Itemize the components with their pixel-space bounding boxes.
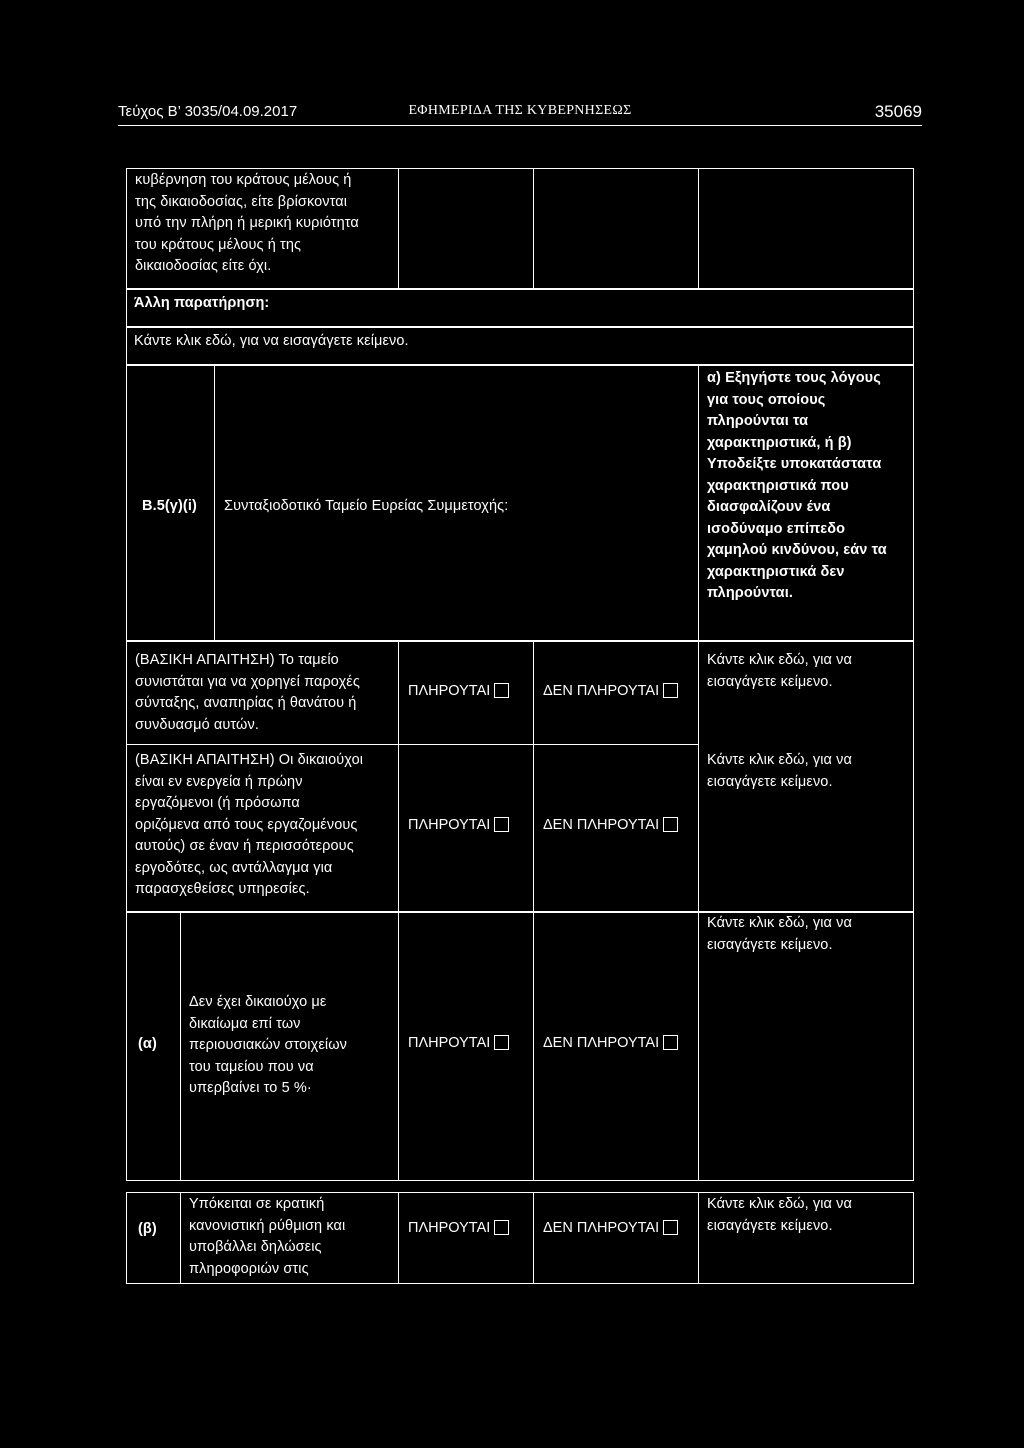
sub-b-not-met-checkbox[interactable]: ΔΕΝ ΠΛΗΡΟΥΤΑΙ [543, 1220, 678, 1236]
sub-a-met-checkbox[interactable]: ΠΛΗΡΟΥΤΑΙ [408, 1035, 509, 1051]
sub-criterion-b-text: Υπόκειται σε κρατική κανονιστική ρύθμιση και υποβάλλει δηλώσεις πληροφοριών στις [189, 1196, 346, 1277]
page-header [118, 101, 922, 126]
issue-number: Τεύχος Β’ 3035/04.09.2017 [118, 103, 298, 120]
req2-comment-input[interactable]: Κάντε κλικ εδώ, για να εισαγάγετε κείμενο. [707, 752, 852, 790]
req1-not-met-checkbox[interactable]: ΔΕΝ ΠΛΗΡΟΥΤΑΙ [543, 683, 678, 699]
sub-criterion-a-text: Δεν έχει δικαιούχο με δικαίωμα επί των περιουσιακών στοιχείων του ταμείου που να υπερβαίνει το 5 %· [189, 994, 347, 1096]
other-remark-input[interactable]: Κάντε κλικ εδώ, για να εισαγάγετε κείμενο. [134, 333, 409, 349]
other-remark-label: Άλλη παρατήρηση: [134, 295, 270, 311]
sub-a-comment-input[interactable]: Κάντε κλικ εδώ, για να εισαγάγετε κείμενο. [707, 915, 852, 953]
top-text: κυβέρνηση του κράτους μέλους ή της δικαιοδοσίας, είτε βρίσκονται υπό την πλήρη ή μερική κυριότητα του κράτους μέλους ή της δικαιοδοσίας είτε όχι. [135, 172, 359, 274]
requirement-2-text: (ΒΑΣΙΚΗ ΑΠΑΙΤΗΣΗ) Οι δικαιούχοι είναι εν ενεργεία ή πρώην εργαζόμενοι (ή πρόσωπα οριζόμενα από τους εργαζομένους αυτούς) σε έναν ή περισσότερους εργοδότες, ως αντάλλαγμα για παρασχεθείσες υπηρεσίες. [135, 752, 364, 897]
section-code: Β.5(γ)(i) [142, 498, 197, 514]
page-number: 35069 [874, 102, 922, 121]
section-instructions: α) Εξηγήστε τους λόγους για τους οποίους πληρούνται τα χαρακτηριστικά, ή β) Υποδείξτε υποκατάστατα χαρακτηριστικά που διασφαλίζουν ένα ισοδύναμο επίπεδο χαμηλού κινδύνου, εάν τα χαρακτηριστικά δεν πληρούνται. [707, 370, 887, 601]
sub-b-comment-input[interactable]: Κάντε κλικ εδώ, για να εισαγάγετε κείμενο. [707, 1196, 852, 1234]
gazette-title: ΕΦΗΜΕΡΙΔΑ ΤΗΣ ΚΥΒΕΡΝΗΣΕΩΣ [408, 103, 632, 118]
section-title: Συνταξιοδοτικό Ταμείο Ευρείας Συμμετοχής: [224, 498, 509, 514]
sub-a-not-met-checkbox[interactable]: ΔΕΝ ΠΛΗΡΟΥΤΑΙ [543, 1035, 678, 1051]
req1-met-checkbox[interactable]: ΠΛΗΡΟΥΤΑΙ [408, 683, 509, 699]
req1-comment-input[interactable]: Κάντε κλικ εδώ, για να εισαγάγετε κείμενο. [707, 652, 852, 690]
sub-b-met-checkbox[interactable]: ΠΛΗΡΟΥΤΑΙ [408, 1220, 509, 1236]
sub-criterion-a-label: (α) [138, 1036, 157, 1052]
requirement-1-text: (ΒΑΣΙΚΗ ΑΠΑΙΤΗΣΗ) Το ταμείο συνιστάται για να χορηγεί παροχές σύνταξης, αναπηρίας ή θανάτου ή συνδυασμό αυτών. [135, 652, 360, 733]
sub-criterion-b-label: (β) [138, 1221, 157, 1237]
req2-not-met-checkbox[interactable]: ΔΕΝ ΠΛΗΡΟΥΤΑΙ [543, 817, 678, 833]
req2-met-checkbox[interactable]: ΠΛΗΡΟΥΤΑΙ [408, 817, 509, 833]
